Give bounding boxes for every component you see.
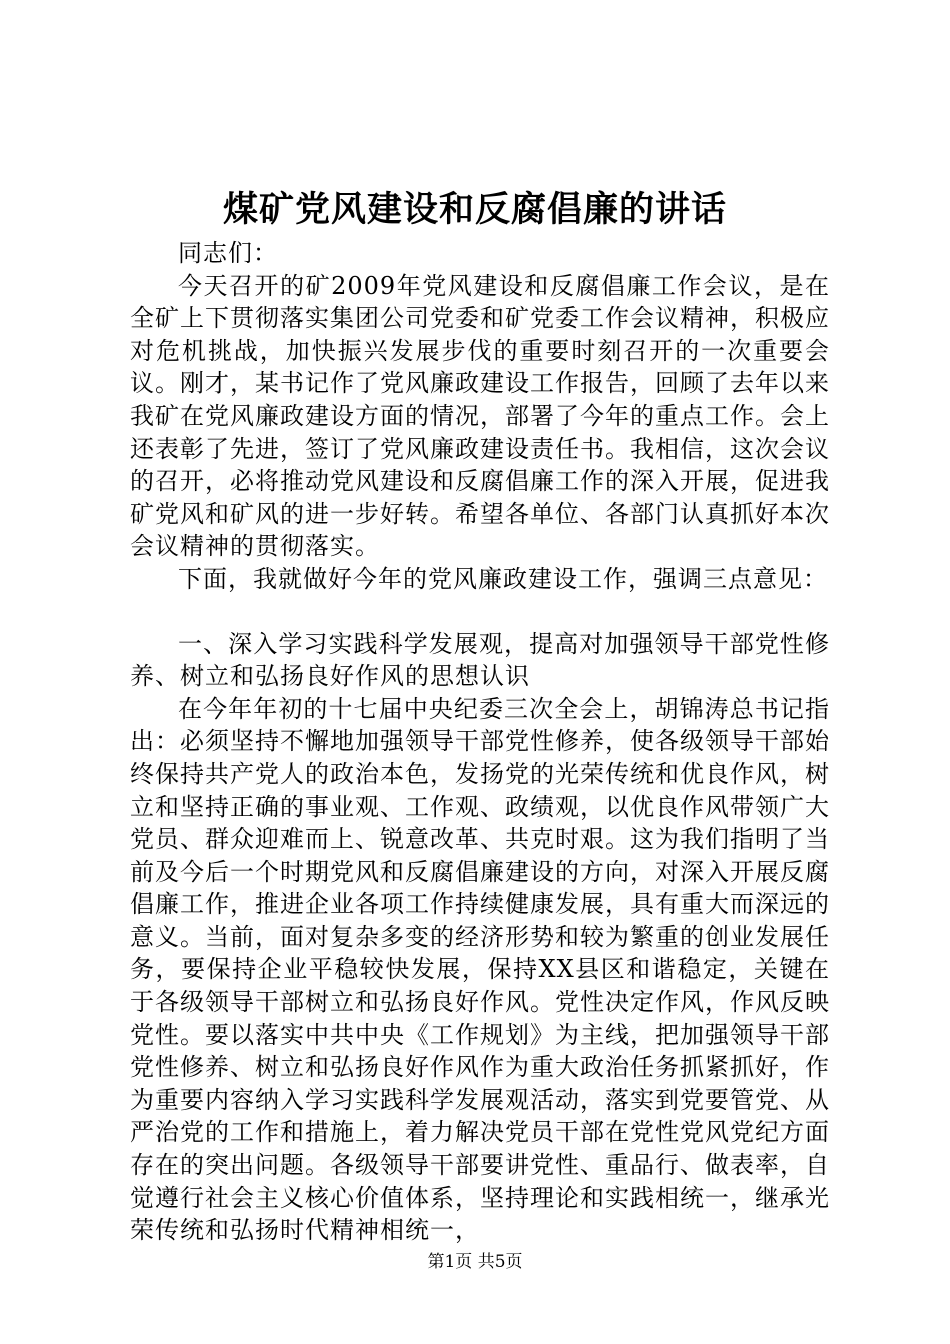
paragraph-intro: 今天召开的矿2009年党风建设和反腐倡廉工作会议，是在全矿上下贯彻落实集团公司党委和矿党委工作会议精神，积极应对危机挑战，加快振兴发展步伐的重要时刻召开的一次重要会议。刚才，某书记作了党风廉政建设工作报告，回顾了去年以来我矿在党风廉政建设方面的情况，部署了今年的重点工作。会上还表彰了先进，签订了党风廉政建设责任书。我相信，这次会议的召开，必将推动党风建设和反腐倡廉工作的深入开展，促进我矿党风和矿风的进一步好转。希望各单位、各部门认真抓好本次会议精神的贯彻落实。 — [130, 271, 830, 561]
section-heading: 一、深入学习实践科学发展观，提高对加强领导干部党性修养、树立和弘扬良好作风的思想认识 — [130, 629, 830, 691]
paragraph-transition: 下面，我就做好今年的党风廉政建设工作，强调三点意见： — [178, 564, 828, 593]
blank-line — [130, 596, 830, 628]
page-footer: 第1页 共5页 — [427, 1252, 523, 1272]
document-body — [130, 237, 830, 1247]
section-paragraph: 在今年年初的十七届中央纪委三次全会上，胡锦涛总书记指出：必须坚持不懈地加强领导干部党性修养，使各级领导干部始终保持共产党人的政治本色，发扬党的光荣传统和优良作风，树立和坚持正确的事业观、工作观、政绩观，以优良作风带领广大党员、群众迎难而上、锐意改革、共克时艰。这为我们指明了当前及今后一个时期党风和反腐倡廉建设的方向，对深入开展反腐倡廉工作，推进企业各项工作持续健康发展，具有重大而深远的意义。当前，面对复杂多变的经济形势和较为繁重的创业发展任务，要保持企业平稳较快发展，保持XX县区和谐稳定，关键在于各级领导干部树立和弘扬良好作风。党性决定作风，作风反映党性。要以落实中共中央《工作规划》为主线，把加强领导干部党性修养、树立和弘扬良好作风作为重大政治任务抓紧抓好，作为重要内容纳入学习实践科学发展观活动，落实到党要管党、从严治党的工作和措施上，着力解决党员干部在党性党风党纪方面存在的突出问题。各级领导干部要讲党性、重品行、做表率，自觉遵行社会主义核心价值体系，坚持理论和实践相统一，继承光荣传统和弘扬时代精神相统一， — [130, 694, 830, 1245]
document-title: 煤矿党风建设和反腐倡廉的讲话 — [222, 189, 727, 230]
salutation: 同志们： — [178, 239, 278, 267]
